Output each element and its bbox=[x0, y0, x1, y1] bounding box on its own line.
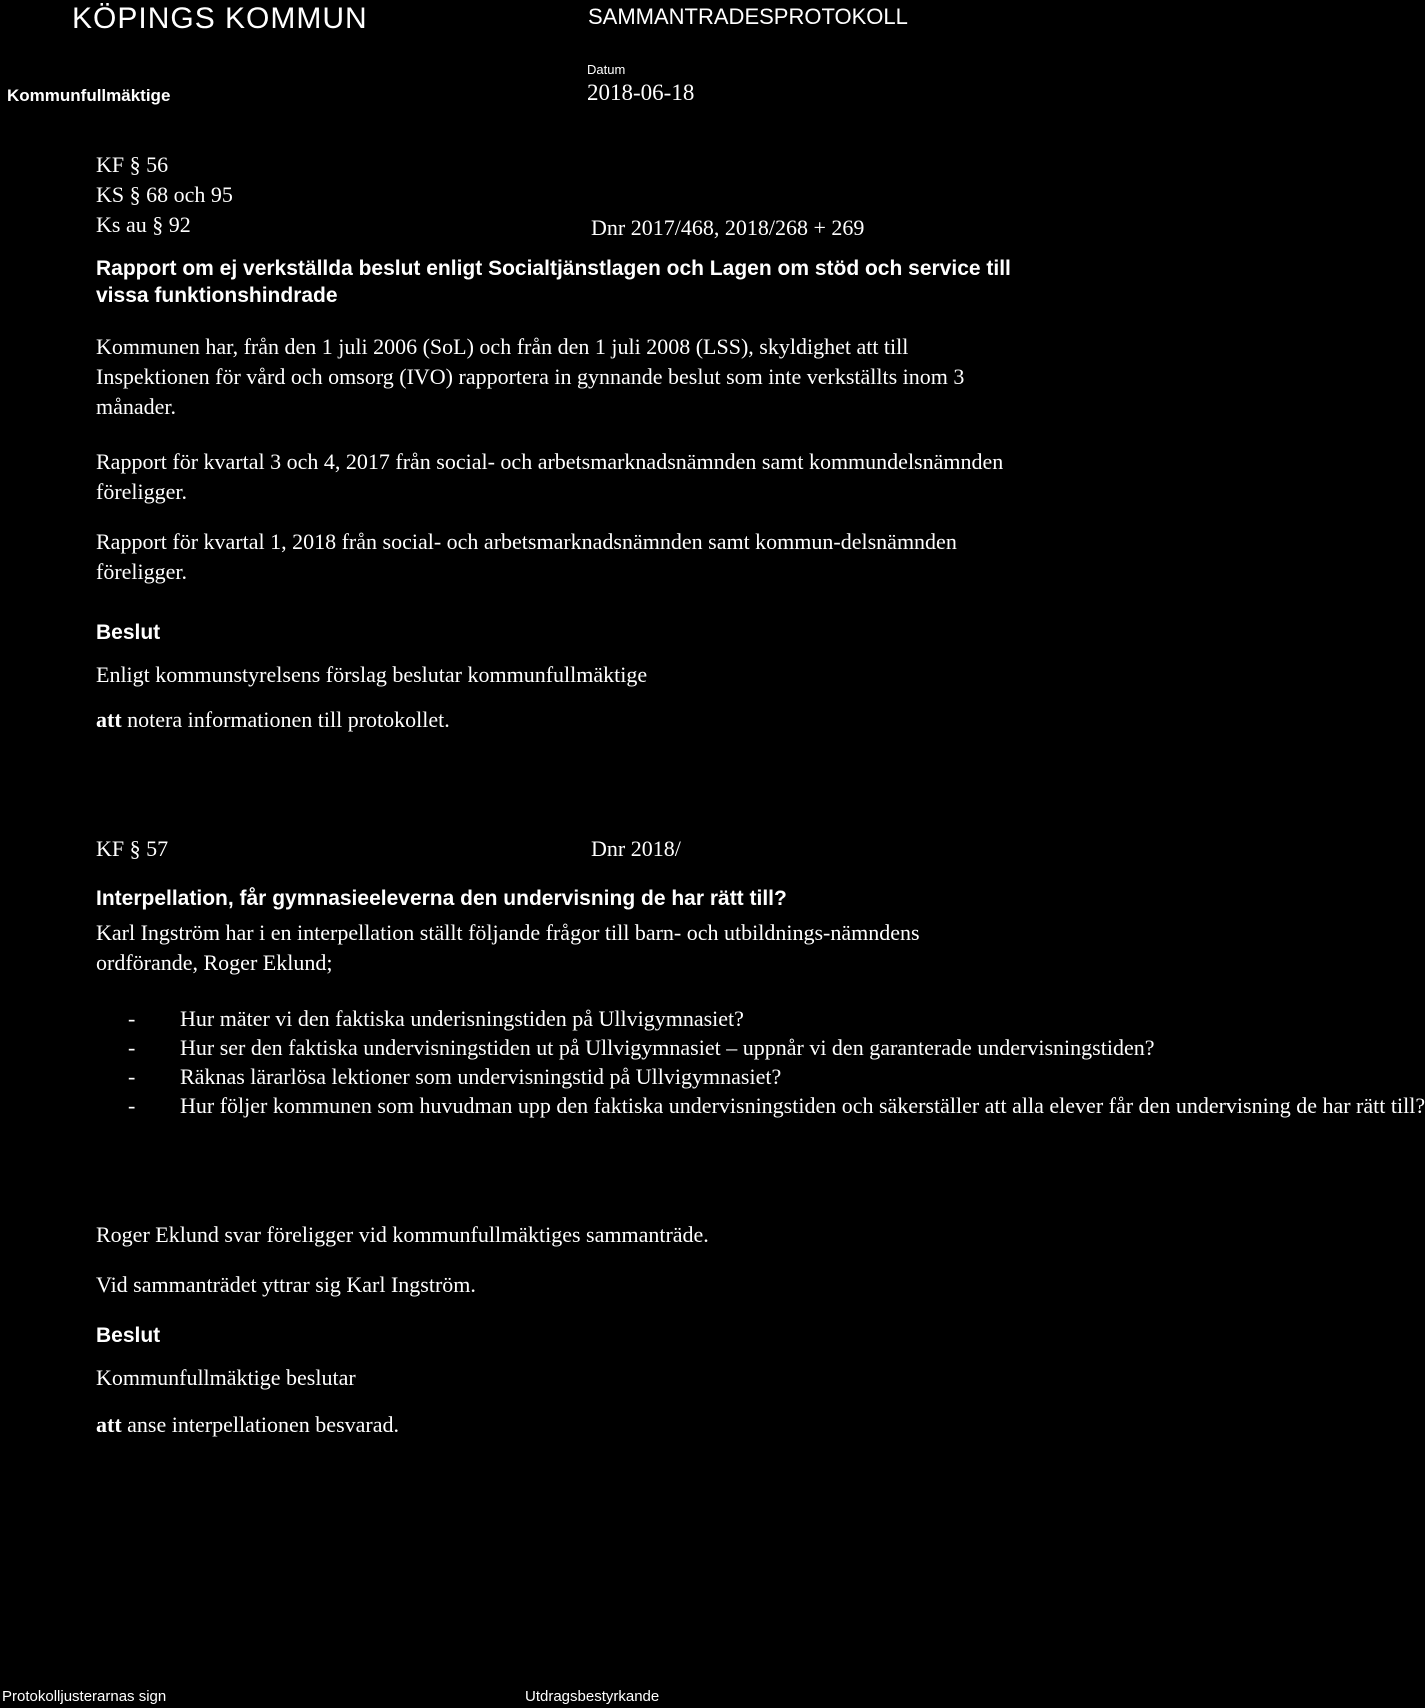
decision-intro: Kommunfullmäktige beslutar bbox=[96, 1365, 356, 1390]
reference-ks-au: Ks au § 92 bbox=[96, 212, 191, 237]
paragraph: Karl Ingström har i en interpellation ställt följande frågor till barn- och utbildnings-nämndens ordförande, Roger Eklund; bbox=[96, 920, 920, 975]
list-item bbox=[128, 1091, 1425, 1120]
debate-text: Vid sammanträdet yttrar sig Karl Ingström. bbox=[96, 1272, 476, 1297]
item-title: Interpellation, får gymnasieeleverna den undervisning de har rätt till? bbox=[96, 887, 787, 910]
paragraph: Rapport för kvartal 1, 2018 från social- och arbetsmarknadsnämnden samt kommun-delsnämnden föreligger. bbox=[96, 529, 957, 584]
decision-heading: Beslut bbox=[96, 1324, 161, 1347]
document-type: SAMMANTRADESPROTOKOLL bbox=[588, 4, 908, 29]
body-name: Kommunfullmäktige bbox=[7, 86, 171, 105]
date-label: Datum bbox=[587, 62, 626, 77]
municipality-name: KÖPINGS KOMMUN bbox=[72, 2, 368, 35]
question-list bbox=[128, 1004, 1425, 1120]
question-text: Hur ser den faktiska undervisningstiden ut på Ullvigymnasiet – uppnår vi den garanterade undervisningstiden? bbox=[180, 1035, 1155, 1060]
question-text: Hur mäter vi den faktiska underisningstiden på Ullvigymnasiet? bbox=[180, 1006, 744, 1031]
reference-kf: KF § 56 bbox=[96, 152, 169, 177]
decision-text: notera informationen till protokollet. bbox=[127, 707, 450, 732]
reference-ks: KS § 68 och 95 bbox=[96, 182, 233, 207]
att-keyword: att bbox=[96, 707, 122, 732]
decision-intro: Enligt kommunstyrelsens förslag beslutar kommunfullmäktige bbox=[96, 662, 648, 687]
list-item bbox=[128, 1004, 1028, 1033]
list-item bbox=[128, 1033, 1155, 1062]
date-value: 2018-06-18 bbox=[587, 80, 695, 105]
att-keyword: att bbox=[96, 1412, 122, 1437]
diary-number: Dnr 2017/468, 2018/268 + 269 bbox=[591, 215, 865, 240]
certification-label: Utdragsbestyrkande bbox=[525, 1688, 660, 1705]
diary-number: Dnr 2018/ bbox=[591, 836, 681, 861]
reference-kf: KF § 57 bbox=[96, 836, 169, 861]
decision-heading: Beslut bbox=[96, 621, 161, 644]
question-text: Räknas lärarlösa lektioner som undervisningstid på Ullvigymnasiet? bbox=[180, 1064, 782, 1089]
paragraph: Rapport för kvartal 3 och 4, 2017 från social- och arbetsmarknadsnämnden samt kommundelsnämnden föreligger. bbox=[96, 449, 1004, 504]
list-item bbox=[128, 1062, 1028, 1091]
decision-text: anse interpellationen besvarad. bbox=[127, 1412, 399, 1437]
bullet-dash: - bbox=[128, 1093, 136, 1118]
answer-text: Roger Eklund svar föreligger vid kommunfullmäktiges sammanträde. bbox=[96, 1222, 709, 1247]
paragraph: Kommunen har, från den 1 juli 2006 (SoL) och från den 1 juli 2008 (LSS), skyldighet att till Inspektionen för vård och omsorg (IVO) rapportera in gynnande beslut som inte verkställts inom 3 månader. bbox=[96, 334, 965, 419]
item-title: Rapport om ej verkställda beslut enligt Socialtjänstlagen och Lagen om stöd och service till vissa funktionshindrade bbox=[96, 257, 1011, 307]
signature-label: Protokolljusterarnas sign bbox=[2, 1688, 167, 1705]
decision-clause bbox=[96, 1412, 399, 1438]
question-text: Hur följer kommunen som huvudman upp den faktiska undervisningstiden och säkerställer att alla elever får den undervisning de har rätt till? bbox=[180, 1093, 1425, 1118]
bullet-dash: - bbox=[128, 1064, 136, 1089]
bullet-dash: - bbox=[128, 1006, 136, 1031]
bullet-dash: - bbox=[128, 1035, 136, 1060]
decision-clause bbox=[96, 707, 450, 733]
